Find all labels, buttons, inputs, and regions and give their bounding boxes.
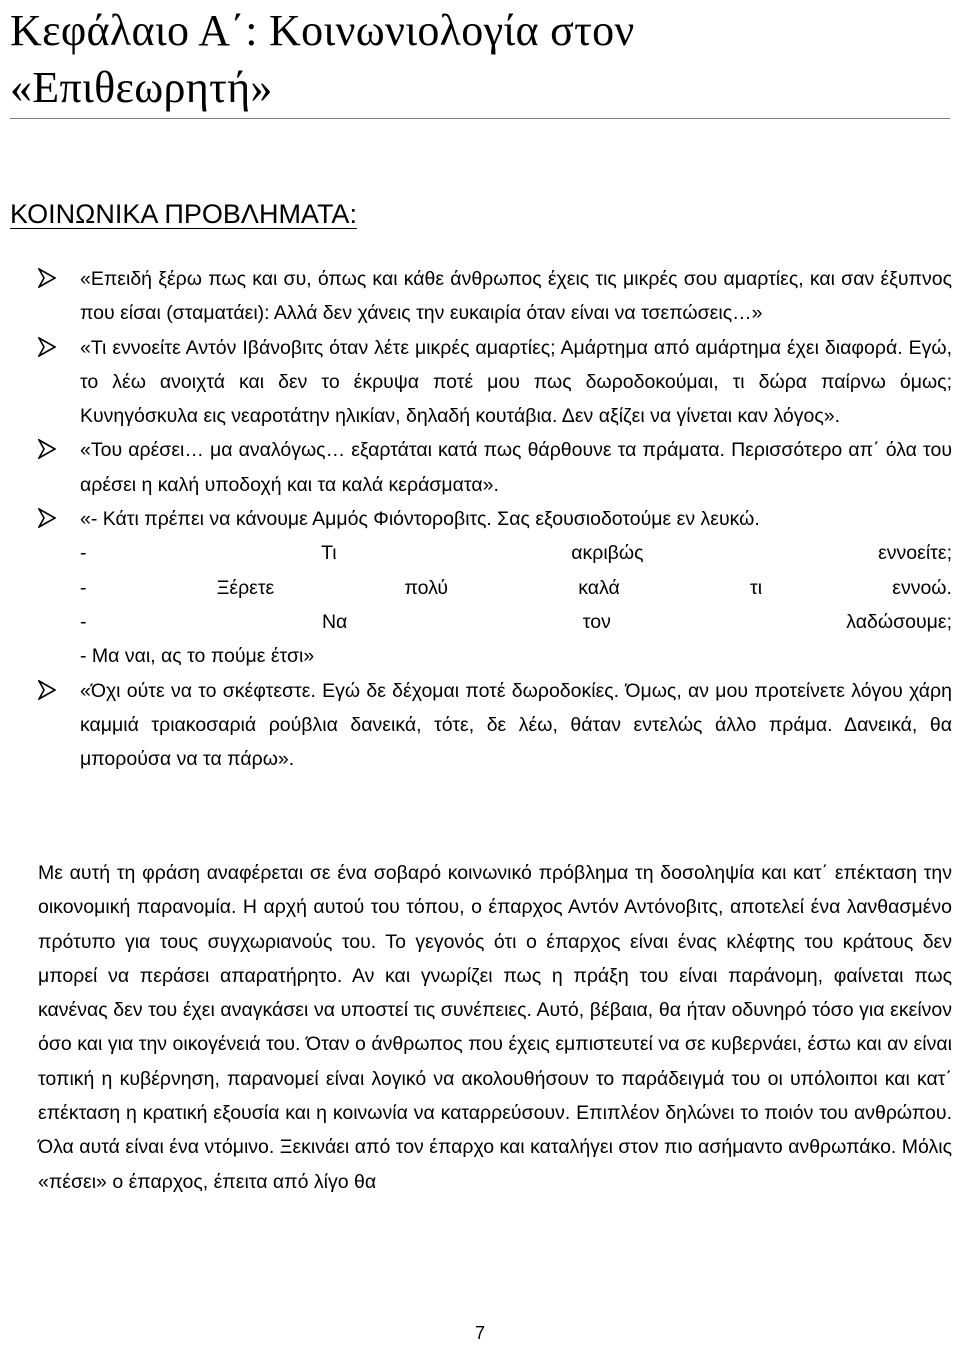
dialogue-word: Να xyxy=(321,610,348,633)
quote-text: «Επειδή ξέρω πως και συ, όπως και κάθε άνθρωπος έχεις τις μικρές σου αμαρτίες, και σαν έξυπνος που είσαι (σταματάει): Αλλά δεν χάνεις την ευκαιρία όταν είναι να τσεπώσεις…» xyxy=(80,268,952,325)
chapter-title-line-1: Κεφάλαιο Α΄: Κοινωνιολογία στον xyxy=(10,6,635,55)
chapter-title-underline xyxy=(10,118,950,119)
arrow-bullet-icon xyxy=(38,439,56,459)
section-heading: ΚΟΙΝΩΝΙΚΑ ΠΡΟΒΛΗΜΑΤΑ: xyxy=(10,199,357,229)
quote-item-5 xyxy=(38,674,952,777)
arrow-bullet-icon xyxy=(38,680,56,700)
page-number: 7 xyxy=(474,1323,485,1343)
arrow-bullet-icon xyxy=(38,268,56,288)
dialogue-intro: «- Κάτι πρέπει να κάνουμε Αμμός Φιόντοροβιτς. Σας εξουσιοδοτούμε εν λευκώ. xyxy=(80,508,760,531)
dialogue-word: λαδώσουμε; xyxy=(846,610,952,633)
dialogue-word: - xyxy=(80,576,87,599)
dialogue-word: πολύ xyxy=(404,576,449,599)
dialogue-word: Ξέρετε xyxy=(216,576,275,599)
quote-item-2 xyxy=(38,331,952,434)
quote-item-1 xyxy=(38,262,952,331)
dialogue-line-2 xyxy=(80,571,952,605)
dialogue-word: τι xyxy=(750,576,763,599)
arrow-bullet-icon xyxy=(38,508,56,528)
dialogue-line-4: - Μα ναι, ας το πούμε έτσι» xyxy=(80,645,315,668)
body-paragraph: Με αυτή τη φράση αναφέρεται σε ένα σοβαρό κοινωνικό πρόβλημα τη δοσοληψία και κατ΄ επέκταση την οικονομική παρανομία. Η αρχή αυτού του τόπου, ο έπαρχος Αντόν Αντόνοβιτς, αποτελεί ένα λανθασμένο πρότυπο για τους συγχωριανούς του. Το γεγονός ότι ο έπαρχος είναι ένας κλέφτης του κράτους δεν μπορεί να περάσει απαρατήρητο. Αν και γνωρίζει πως η πράξη του είναι παράνομη, φαίνεται πως κανένας δεν του έχει αναγκάσει να υποστεί τις συνέπειες. Αυτό, βέβαια, θα ήταν οδυνηρό τόσο για εκείνον όσο και για την οικογένειά του. Όταν ο άνθρωπος που έχεις εμπιστευτεί να σε κυβερνάει, έστω και αν είναι τοπική η κυβέρνηση, παρανομεί είναι λογικό να ακολουθήσουν το παράδειγμά του οι υπόλοιποι και κατ΄ επέκταση η κρατική εξουσία και η κοινωνία να καταρρεύσουν. Επιπλέον δηλώνει το ποιόν του ανθρώπου. Όλα αυτά είναι ένα ντόμινο. Ξεκινάει από τον έπαρχο και καταλήγει στον πιο ασήμαντο ανθρωπάκο. Μόλις «πέσει» ο έπαρχος, έπειτα από λίγο θα xyxy=(38,862,952,1193)
chapter-title xyxy=(10,2,940,116)
quote-text: «Τι εννοείτε Αντόν Ιβάνοβιτς όταν λέτε μικρές αμαρτίες; Αμάρτημα από αμάρτημα έχει διαφορά. Εγώ, το λέω ανοιχτά και δεν το έκρυψα ποτέ μου πως δωροδοκούμαι, τι δώρα παίρνω όμως; Κυνηγόσκυλα εις νεαροτάτην ηλικίαν, δηλαδή κουτάβια. Δεν αξίζει να γίνεται καν λόγος». xyxy=(80,336,952,428)
dialogue-line-3 xyxy=(80,605,952,639)
dialogue-word: εννοείτε; xyxy=(878,542,952,565)
dialogue-word: - xyxy=(80,610,87,633)
dialogue-line-1 xyxy=(80,536,952,570)
dialogue-word: εννοώ. xyxy=(892,576,952,599)
dialogue-word: ακριβώς xyxy=(571,542,644,565)
arrow-bullet-icon xyxy=(38,337,56,357)
chapter-title-line-2: «Επιθεωρητή» xyxy=(10,63,273,112)
dialogue-word: - xyxy=(80,542,87,565)
quote-item-3 xyxy=(38,433,952,502)
quote-item-4 xyxy=(38,502,952,673)
dialogue-word: Τι xyxy=(321,542,337,565)
quote-text: «Του αρέσει… μα αναλόγως… εξαρτάται κατά πως θάρθουνε τα πράματα. Περισσότερο απ΄ όλα του αρέσει η καλή υποδοχή και τα καλά κεράσματα». xyxy=(80,439,952,496)
dialogue-word: τον xyxy=(582,610,611,633)
quote-list xyxy=(38,262,952,776)
quote-text: «Όχι ούτε να το σκέφτεστε. Εγώ δε δέχομαι ποτέ δωροδοκίες. Όμως, αν μου προτείνετε λόγου χάρη καμμιά τριακοσαριά ρούβλια δανεικά, τότε, δε λέω, θάταν εντελώς άλλο πράμα. Δανεικά, θα μπορούσα να τα πάρω». xyxy=(80,679,952,771)
dialogue-word: καλά xyxy=(578,576,620,599)
